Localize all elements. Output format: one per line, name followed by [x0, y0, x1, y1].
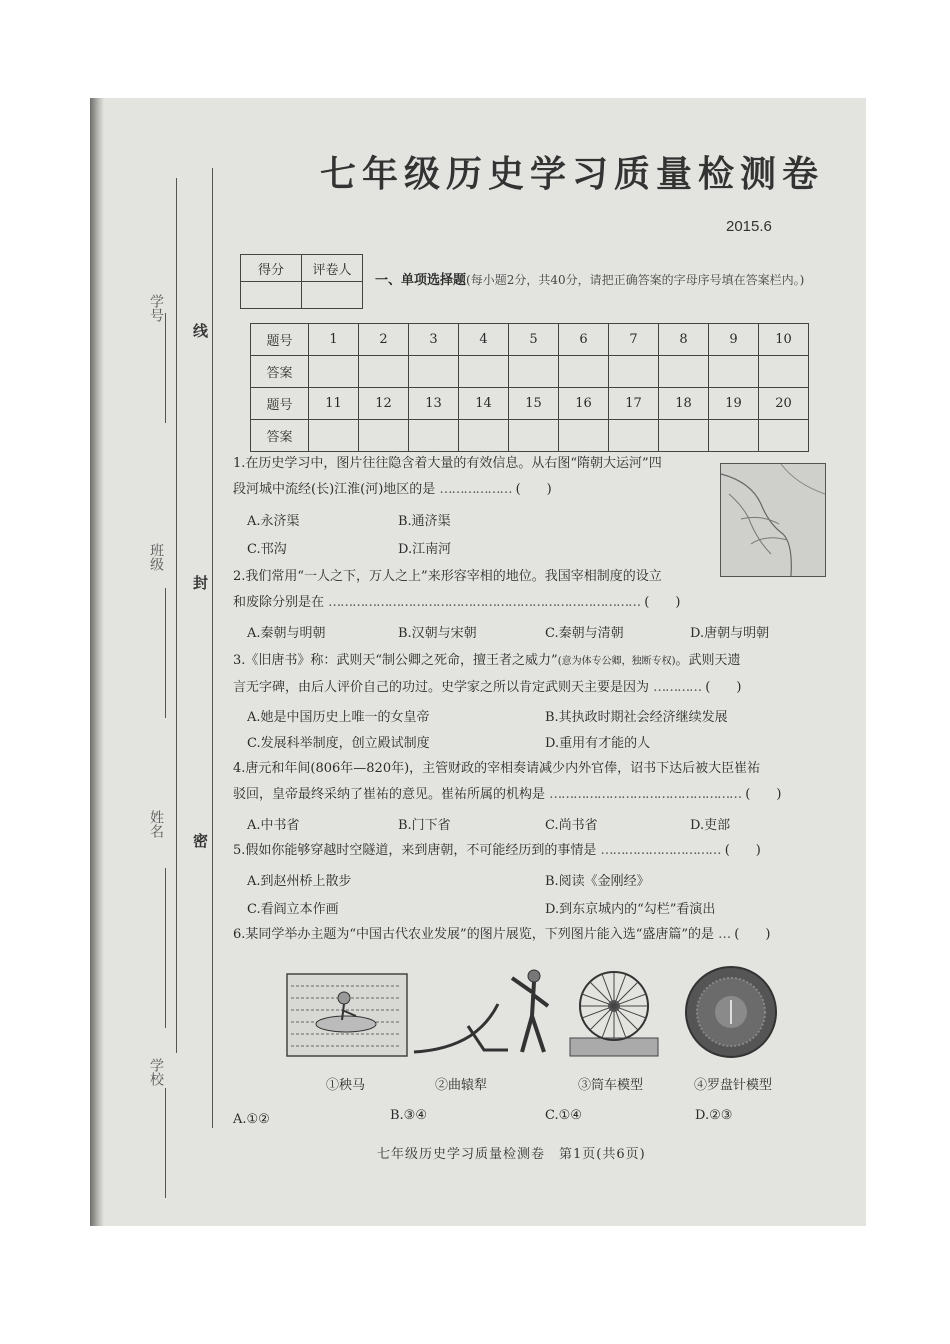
answer-cell[interactable]: [759, 420, 809, 452]
q1-dots: ………………: [439, 482, 512, 497]
q3-line1-note: (意为体专公卿，独断专权): [557, 656, 676, 667]
q-number: 18: [659, 388, 709, 420]
q5-option-b: B.阅读《金刚经》: [545, 874, 650, 889]
mark-feng: 封: [193, 574, 209, 592]
q3-line2: [233, 675, 833, 701]
answer-cell[interactable]: [309, 356, 359, 388]
q4-option-d: D.吏部: [690, 818, 731, 833]
answer-table-row-answers-1: [251, 356, 809, 388]
score-box-col1: 得分: [241, 255, 302, 282]
q2-option-d: D.唐朝与明朝: [690, 626, 770, 641]
q2-line2: [233, 590, 833, 616]
answer-cell[interactable]: [659, 420, 709, 452]
q1-line1: 1.在历史学习中，图片往往隐含着大量的有效信息。从右图“隋朝大运河”四: [233, 456, 662, 471]
q-number: 5: [509, 324, 559, 356]
q5-option-a: A.到赵州桥上散步: [247, 874, 352, 889]
q2-option-a: A.秦朝与明朝: [247, 626, 326, 641]
q2-line2-text: 和废除分别是在: [233, 595, 325, 610]
quyuanli-plow-picture: [408, 966, 568, 1058]
label-xuexiao: 学校: [148, 1058, 164, 1086]
mark-xian: 线: [193, 322, 209, 340]
q5-option-d: D.到东京城内的“勾栏”看演出: [545, 902, 716, 917]
q-number: 2: [359, 324, 409, 356]
q4-line1: 4.唐元和年间(806年—820年)，主管财政的宰相奏请减少内外官俸，诏书下达后被大臣崔祐: [233, 761, 761, 776]
yangma-picture: [286, 966, 408, 1058]
q-number: 10: [759, 324, 809, 356]
q3-option-b: B.其执政时期社会经济继续发展: [545, 710, 728, 725]
q5-dots: …………………………: [600, 843, 721, 858]
q1-option-a: A.永济渠: [247, 514, 300, 529]
grader-cell[interactable]: [302, 282, 363, 309]
q2-option-c: C.秦朝与清朝: [545, 626, 624, 641]
q-number: 1: [309, 324, 359, 356]
question-2: [233, 564, 833, 616]
q-number: 4: [459, 324, 509, 356]
answer-cell[interactable]: [509, 356, 559, 388]
q6-line1: [233, 922, 833, 948]
q3-line1-end: 。武则天遗: [675, 653, 741, 668]
q4-paren: ( ): [745, 787, 782, 802]
answer-cell[interactable]: [359, 420, 409, 452]
row-label-number: 题号: [251, 324, 309, 356]
q4-option-a: A.中书省: [247, 818, 300, 833]
q4-dots: …………………………………………: [549, 787, 742, 802]
q6-line1-text: 6.某同学举办主题为“中国古代农业发展”的图片展览，下列图片能入选“盛唐篇”的是: [233, 927, 714, 942]
caption-3: ③筒车模型: [578, 1078, 644, 1093]
exam-paper: [90, 98, 866, 1226]
binding-line-inner: [212, 168, 213, 1128]
q1-option-c: C.邗沟: [247, 542, 287, 557]
q3-paren: ( ): [705, 680, 742, 695]
answer-cell[interactable]: [709, 420, 759, 452]
tongche-waterwheel-picture: [568, 966, 662, 1058]
q4-line2-text: 驳回，皇帝最终采纳了崔祐的意见。崔祐所属的机构是: [233, 787, 546, 802]
q-number: 17: [609, 388, 659, 420]
q3-line1: [233, 648, 833, 675]
q-number: 7: [609, 324, 659, 356]
compass-model-picture: [684, 966, 778, 1058]
question-5: [233, 838, 833, 864]
q2-paren: ( ): [644, 595, 681, 610]
score-box: [240, 254, 363, 309]
q-number: 20: [759, 388, 809, 420]
q3-line1-text: 3.《旧唐书》称：武则天“制公卿之死命，擅王者之威力”: [233, 653, 558, 668]
q5-line1: [233, 838, 833, 864]
answer-cell[interactable]: [459, 420, 509, 452]
caption-2: ②曲辕犁: [435, 1078, 488, 1093]
q-number: 11: [309, 388, 359, 420]
q-number: 12: [359, 388, 409, 420]
xingming-underline: [165, 868, 166, 1028]
q6-paren: ( ): [734, 927, 771, 942]
q-number: 3: [409, 324, 459, 356]
score-box-col2: 评卷人: [302, 255, 363, 282]
answer-cell[interactable]: [759, 356, 809, 388]
q-number: 14: [459, 388, 509, 420]
q2-option-b: B.汉朝与宋朝: [398, 626, 477, 641]
q-number: 16: [559, 388, 609, 420]
answer-cell[interactable]: [409, 356, 459, 388]
map-lines: [721, 464, 825, 576]
q3-option-d: D.重用有才能的人: [545, 736, 651, 751]
q2-line1: 2.我们常用“一人之下，万人之上”来形容宰相的地位。我国宰相制度的设立: [233, 569, 662, 584]
answer-cell[interactable]: [609, 356, 659, 388]
q6-option-c: C.①④: [545, 1108, 582, 1123]
answer-table-row-answers-2: [251, 420, 809, 452]
q3-line2-text: 言无字碑，由后人评价自己的功过。史学家之所以肯定武则天主要是因为: [233, 680, 650, 695]
q5-paren: ( ): [724, 843, 761, 858]
score-cell[interactable]: [241, 282, 302, 309]
q3-option-c: C.发展科举制度，创立殿试制度: [247, 736, 430, 751]
answer-cell[interactable]: [559, 356, 609, 388]
question-3: [233, 648, 833, 701]
answer-cell[interactable]: [359, 356, 409, 388]
mark-mi: 密: [193, 832, 209, 850]
q-number: 15: [509, 388, 559, 420]
answer-table-row-numbers-1: [251, 324, 809, 356]
q-number: 6: [559, 324, 609, 356]
q4-option-c: C.尚书省: [545, 818, 598, 833]
answer-cell[interactable]: [309, 420, 359, 452]
q3-option-a: A.她是中国历史上唯一的女皇帝: [247, 710, 430, 725]
section1-note: (每小题2分，共40分，请把正确答案的字母序号填在答案栏内。): [466, 273, 805, 287]
q1-option-d: D.江南河: [398, 542, 452, 557]
q5-option-c: C.看阎立本作画: [247, 902, 339, 917]
answer-table-row-numbers-2: [251, 388, 809, 420]
question-1: [233, 451, 713, 503]
q6-option-a: A.①②: [233, 1112, 270, 1127]
page-shadow: [90, 98, 104, 1226]
q1-line2-text: 段河城中流经(长)江淮(河)地区的是: [233, 482, 436, 497]
banji-underline: [165, 588, 166, 718]
answer-cell[interactable]: [509, 420, 559, 452]
q6-option-b: B.③④: [390, 1108, 427, 1123]
q1-option-b: B.通济渠: [398, 514, 451, 529]
q4-option-b: B.门下省: [398, 818, 451, 833]
xuehao-underline: [165, 313, 166, 423]
q6-option-d: D.②③: [695, 1108, 733, 1123]
answer-table: [250, 323, 809, 452]
answer-cell[interactable]: [709, 356, 759, 388]
q-number: 8: [659, 324, 709, 356]
q6-dots: …: [718, 927, 731, 942]
grand-canal-map: [720, 463, 826, 577]
answer-cell[interactable]: [409, 420, 459, 452]
answer-cell[interactable]: [659, 356, 709, 388]
section1-heading: [375, 268, 820, 293]
label-xingming: 姓名: [148, 810, 164, 838]
answer-cell[interactable]: [459, 356, 509, 388]
page-footer: 七年级历史学习质量检测卷 第1页(共6页): [377, 1147, 646, 1162]
q-number: 19: [709, 388, 759, 420]
q1-paren: ( ): [515, 482, 552, 497]
q5-line1-text: 5.假如你能够穿越时空隧道，来到唐朝，不可能经历到的事情是: [233, 843, 597, 858]
answer-cell[interactable]: [559, 420, 609, 452]
caption-1: ①秧马: [326, 1078, 366, 1093]
row-label-answer: 答案: [251, 356, 309, 388]
q-number: 13: [409, 388, 459, 420]
binding-line-outer: [176, 178, 177, 1053]
xuexiao-underline: [165, 1088, 166, 1198]
q2-dots: ……………………………………………………………………: [328, 595, 641, 610]
q-number: 9: [709, 324, 759, 356]
answer-cell[interactable]: [609, 420, 659, 452]
page-title: 七年级历史学习质量检测卷: [320, 153, 825, 195]
label-xuehao: 学号: [148, 294, 164, 322]
row-label-answer: 答案: [251, 420, 309, 452]
exam-date: 2015.6: [726, 218, 772, 235]
q1-line2: [233, 477, 713, 503]
caption-4: ④罗盘针模型: [694, 1078, 773, 1093]
row-label-number: 题号: [251, 388, 309, 420]
label-banji: 班级: [148, 543, 164, 571]
section1-title: 一、单项选择题: [375, 273, 467, 288]
question-6: [233, 922, 833, 948]
q3-dots: …………: [653, 680, 702, 695]
question-4: [233, 756, 833, 808]
q4-line2: [233, 782, 833, 808]
